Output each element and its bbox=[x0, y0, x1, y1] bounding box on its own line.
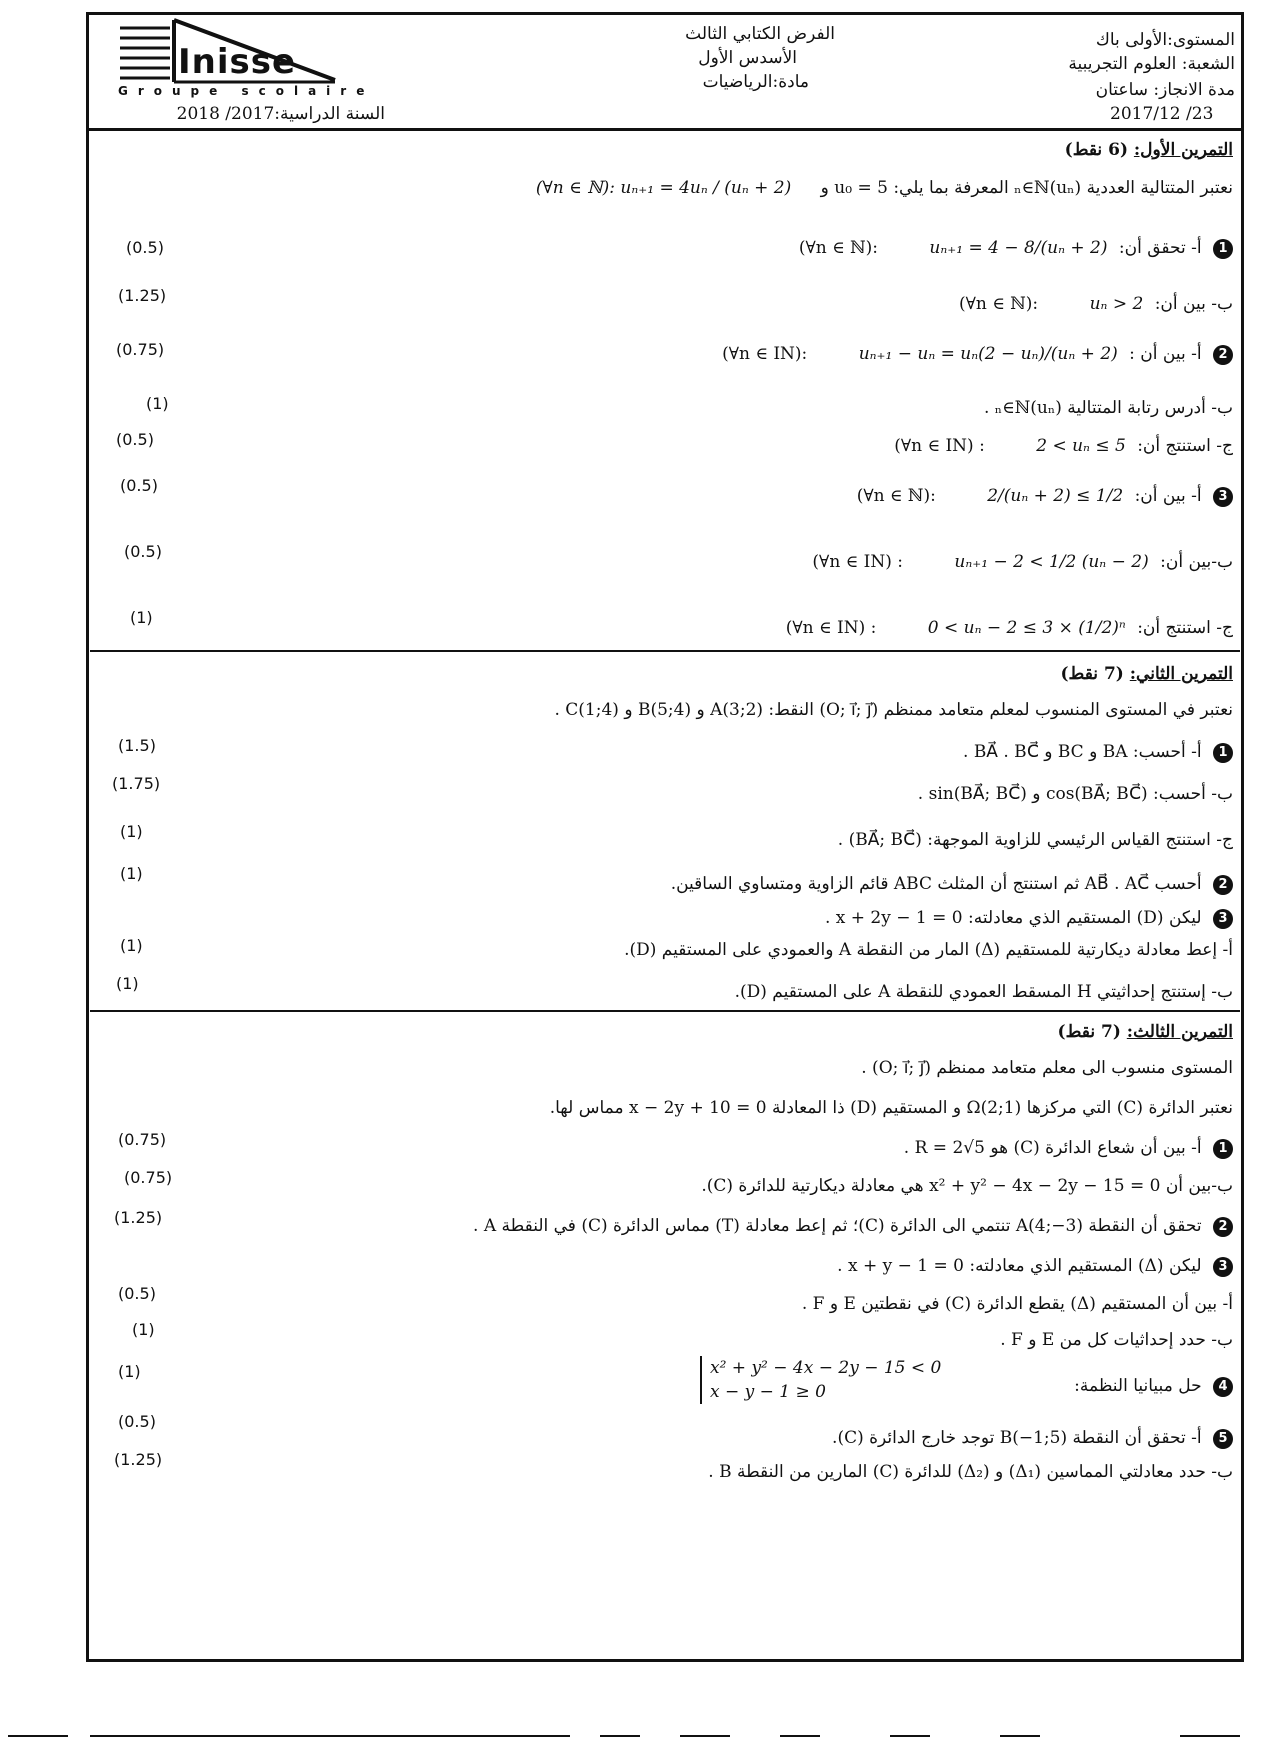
footer-rule bbox=[1180, 1735, 1240, 1737]
ex3-q2-score: (1.25) bbox=[114, 1208, 163, 1227]
ex1-q2a-math: uₙ₊₁ − uₙ = uₙ(2 − uₙ)/(uₙ + 2) bbox=[858, 344, 1118, 364]
ex1-q1b-math: uₙ > 2 bbox=[1089, 294, 1144, 314]
ex2-q3 bbox=[825, 908, 1233, 929]
ex2-q1c-score: (1) bbox=[120, 822, 143, 841]
ex1-q3b-score: (0.5) bbox=[124, 542, 162, 561]
header-date: 2017/12 /23 bbox=[1110, 104, 1214, 124]
ex1-q2a-score: (0.75) bbox=[116, 340, 165, 359]
ex1-q2a-cond: (∀n ∈ IN): bbox=[722, 344, 808, 364]
ex2-q1a-text: أ- أحسب: BA و BC و BA⃗ . BC⃗ . bbox=[963, 742, 1202, 762]
ex1-q1b bbox=[959, 294, 1233, 314]
ex1-q2a bbox=[722, 344, 1233, 365]
ex1-q2c-cond: (∀n ∈ IN) : bbox=[894, 436, 985, 456]
bullet-1-icon: 1 bbox=[1213, 239, 1233, 259]
ex3-q4-line2: x − y − 1 ≥ 0 bbox=[710, 1382, 826, 1402]
ex1-q3c bbox=[786, 618, 1233, 638]
ex2-q2-score: (1) bbox=[120, 864, 143, 883]
ex3-intro2: نعتبر الدائرة (C) التي مركزها Ω(2;1) و المستقيم (D) ذا المعادلة x − 2y + 10 = 0 مماس لها. bbox=[549, 1098, 1233, 1118]
ex1-q3b-math: uₙ₊₁ − 2 < 1/2 (uₙ − 2) bbox=[954, 552, 1149, 572]
footer-rule bbox=[780, 1735, 820, 1737]
ex3-title bbox=[1058, 1022, 1233, 1042]
ex2-q3a-score: (1) bbox=[120, 936, 143, 955]
ex2-q2-text: أحسب AB⃗ . AC⃗ ثم استنتج أن المثلث ABC قائم الزاوية ومتساوي الساقين. bbox=[670, 874, 1202, 894]
ex3-q3a-score: (0.5) bbox=[118, 1284, 156, 1303]
bullet-4-icon: 4 bbox=[1213, 1377, 1233, 1397]
ex2-q3-text: ليكن (D) المستقيم الذي معادلته: x + 2y − 1 = 0 . bbox=[824, 908, 1202, 928]
ex1-intro-math: (∀n ∈ ℕ): uₙ₊₁ = 4uₙ / (uₙ + 2) bbox=[535, 178, 792, 198]
ex1-q3b-cond: (∀n ∈ IN) : bbox=[812, 552, 904, 572]
ex3-title-text: التمرين الثالث: bbox=[1126, 1022, 1233, 1042]
bullet-2-icon: 2 bbox=[1213, 345, 1233, 365]
ex3-q1b-score: (0.75) bbox=[124, 1168, 173, 1187]
ex1-q3a-math: 2/(uₙ + 2) ≤ 1/2 bbox=[987, 486, 1124, 506]
header-divider bbox=[86, 128, 1244, 131]
bullet-3-icon: 3 bbox=[1213, 487, 1233, 507]
ex2-q1c: ج- استنتج القياس الرئيسي للزاوية الموجهة: (BA⃗; BC⃗) . bbox=[837, 830, 1233, 850]
ex2-title bbox=[1061, 664, 1233, 684]
ex1-q2c-score: (0.5) bbox=[116, 430, 154, 449]
ex3-intro1: المستوى منسوب الى معلم متعامد ممنظم (O; i⃗; j⃗) . bbox=[861, 1058, 1233, 1078]
ex3-q3b-score: (1) bbox=[132, 1320, 155, 1339]
ex1-q1a-label: أ- تحقق أن: bbox=[1118, 238, 1202, 258]
ex3-q3 bbox=[837, 1256, 1233, 1277]
ex1-intro-text: نعتبر المتتالية العددية (uₙ)ₙ∈ℕ المعرفة بما يلي: u₀ = 5 و bbox=[820, 178, 1233, 198]
ex1-title bbox=[1065, 140, 1233, 160]
exam-subject: مادة:الرياضيات bbox=[702, 72, 809, 92]
bullet-1-icon: 1 bbox=[1213, 1139, 1233, 1159]
ex1-title-text: التمرين الأول: bbox=[1133, 140, 1233, 160]
ex3-q4-line1: x² + y² − 4x − 2y − 15 < 0 bbox=[710, 1358, 942, 1378]
ex1-q1b-cond: (∀n ∈ ℕ): bbox=[959, 294, 1039, 314]
ex1-q3c-label: ج- استنتج أن: bbox=[1137, 618, 1233, 638]
ex3-q3a: أ- بين أن المستقيم (Δ) يقطع الدائرة (C) في نقطتين E و F . bbox=[801, 1294, 1233, 1314]
ex1-q3c-math: 0 < uₙ − 2 ≤ 3 × (1/2)ⁿ bbox=[927, 618, 1126, 638]
ex1-q2c bbox=[894, 436, 1233, 456]
ex2-points: (7 نقط) bbox=[1060, 664, 1124, 684]
bullet-3-icon: 3 bbox=[1213, 1257, 1233, 1277]
ex2-q3b-score: (1) bbox=[116, 974, 139, 993]
ex1-separator bbox=[90, 650, 1240, 652]
ex3-q4-system bbox=[700, 1356, 941, 1404]
ex3-q2 bbox=[473, 1216, 1233, 1237]
footer-rule bbox=[1000, 1735, 1040, 1737]
bullet-2-icon: 2 bbox=[1213, 1217, 1233, 1237]
ex2-q2 bbox=[671, 874, 1233, 895]
exam-semester: الأسدس الأول bbox=[698, 48, 797, 68]
header-branch: الشعبة: العلوم التجريبية bbox=[1068, 54, 1235, 74]
logo-subtitle: Groupe scolaire bbox=[118, 84, 375, 98]
ex3-q4-label: حل مبيانيا النظمة: bbox=[1074, 1376, 1202, 1396]
ex1-q2a-label: أ- بين أن : bbox=[1129, 344, 1202, 364]
footer-rule bbox=[600, 1735, 640, 1737]
ex3-q4 bbox=[1074, 1376, 1233, 1397]
ex3-q5a-score: (0.5) bbox=[118, 1412, 156, 1431]
ex1-q3a-score: (0.5) bbox=[120, 476, 158, 495]
ex3-q5b: ب- حدد معادلتي المماسين (Δ₁) و (Δ₂) للدائرة (C) المارين من النقطة B . bbox=[708, 1462, 1233, 1482]
school-year: السنة الدراسية:2017/ 2018 bbox=[176, 104, 385, 124]
bullet-2-icon: 2 bbox=[1213, 875, 1233, 895]
ex1-q3b bbox=[812, 552, 1233, 572]
ex1-q1a-score: (0.5) bbox=[126, 238, 164, 257]
ex1-q3c-score: (1) bbox=[130, 608, 153, 627]
ex1-q2c-label: ج- استنتج أن: bbox=[1137, 436, 1233, 456]
ex1-q3b-label: ب-بين أن: bbox=[1160, 552, 1233, 572]
ex1-q1a-cond: (∀n ∈ ℕ): bbox=[798, 238, 879, 258]
ex3-q3b: ب- حدد إحداثيات كل من E و F . bbox=[1000, 1330, 1233, 1350]
ex1-q3a-cond: (∀n ∈ ℕ): bbox=[856, 486, 936, 506]
ex1-intro bbox=[530, 178, 1233, 198]
logo-wordmark: Inisse bbox=[178, 42, 297, 82]
bullet-3-icon: 3 bbox=[1213, 909, 1233, 929]
footer-rule bbox=[890, 1735, 930, 1737]
bullet-5-icon: 5 bbox=[1213, 1429, 1233, 1449]
footer-rule bbox=[8, 1735, 68, 1737]
ex1-points: (6 نقط) bbox=[1064, 140, 1128, 160]
ex2-q1b: ب- أحسب: cos(BA⃗; BC⃗) و sin(BA⃗; BC⃗) . bbox=[917, 784, 1233, 804]
ex1-q1b-label: ب- بين أن: bbox=[1154, 294, 1233, 314]
ex2-title-text: التمرين الثاني: bbox=[1129, 664, 1233, 684]
ex3-q5a-text: أ- تحقق أن النقطة B(−1;5) توجد خارج الدائرة (C). bbox=[832, 1428, 1202, 1448]
ex1-q2b-score: (1) bbox=[146, 394, 169, 413]
ex3-q4-score: (1) bbox=[118, 1362, 141, 1381]
ex2-intro: نعتبر في المستوى المنسوب لمعلم متعامد ممنظم (O; i⃗; j⃗) النقط: A(3;2) و B(5;4) و C(1;4) . bbox=[554, 700, 1233, 720]
exam-title: الفرض الكتابي الثالث bbox=[685, 24, 835, 44]
footer-rule bbox=[680, 1735, 730, 1737]
header-duration: مدة الانجاز: ساعتان bbox=[1095, 80, 1235, 100]
ex1-q2c-math: 2 < uₙ ≤ 5 bbox=[1036, 436, 1126, 456]
ex3-q1a bbox=[904, 1138, 1233, 1159]
ex1-q1a-math: uₙ₊₁ = 4 − 8/(uₙ + 2) bbox=[929, 238, 1108, 258]
ex2-q1a bbox=[963, 742, 1233, 763]
footer-rule bbox=[90, 1735, 570, 1737]
ex3-q1a-score: (0.75) bbox=[118, 1130, 167, 1149]
ex1-q3c-cond: (∀n ∈ IN) : bbox=[785, 618, 877, 638]
ex2-q1a-score: (1.5) bbox=[118, 736, 156, 755]
ex1-q3a bbox=[857, 486, 1233, 507]
ex3-q5a bbox=[832, 1428, 1233, 1449]
ex3-q5b-score: (1.25) bbox=[114, 1450, 163, 1469]
ex3-q3-text: ليكن (Δ) المستقيم الذي معادلته: x + y − 1 = 0 . bbox=[837, 1256, 1202, 1276]
ex3-q1a-text: أ- بين أن شعاع الدائرة (C) هو R = 2√5 . bbox=[903, 1138, 1202, 1158]
ex1-q3a-label: أ- بين أن: bbox=[1134, 486, 1202, 506]
header-level: المستوى:الأولى باك bbox=[1095, 30, 1235, 50]
ex3-q1b: ب-بين أن x² + y² − 4x − 2y − 15 = 0 هي معادلة ديكارتية للدائرة (C). bbox=[701, 1176, 1233, 1196]
ex2-q3b: ب- إستنتج إحداثيتي H المسقط العمودي للنقطة A على المستقيم (D). bbox=[734, 982, 1233, 1002]
ex3-points: (7 نقط) bbox=[1057, 1022, 1121, 1042]
ex2-q1b-score: (1.75) bbox=[112, 774, 161, 793]
bullet-1-icon: 1 bbox=[1213, 743, 1233, 763]
ex1-q2b: ب- أدرس رتابة المتتالية (uₙ)ₙ∈ℕ . bbox=[983, 398, 1233, 418]
ex3-q2-text: تحقق أن النقطة A(4;−3) تنتمي الى الدائرة (C)؛ ثم إعط معادلة (T) مماس الدائرة (C) في النقطة A . bbox=[473, 1216, 1202, 1236]
ex2-separator bbox=[90, 1010, 1240, 1012]
ex2-q3a: أ- إعط معادلة ديكارتية للمستقيم (Δ) المار من النقطة A والعمودي على المستقيم (D). bbox=[624, 940, 1233, 960]
ex1-q1a bbox=[799, 238, 1233, 259]
ex1-q1b-score: (1.25) bbox=[118, 286, 167, 305]
